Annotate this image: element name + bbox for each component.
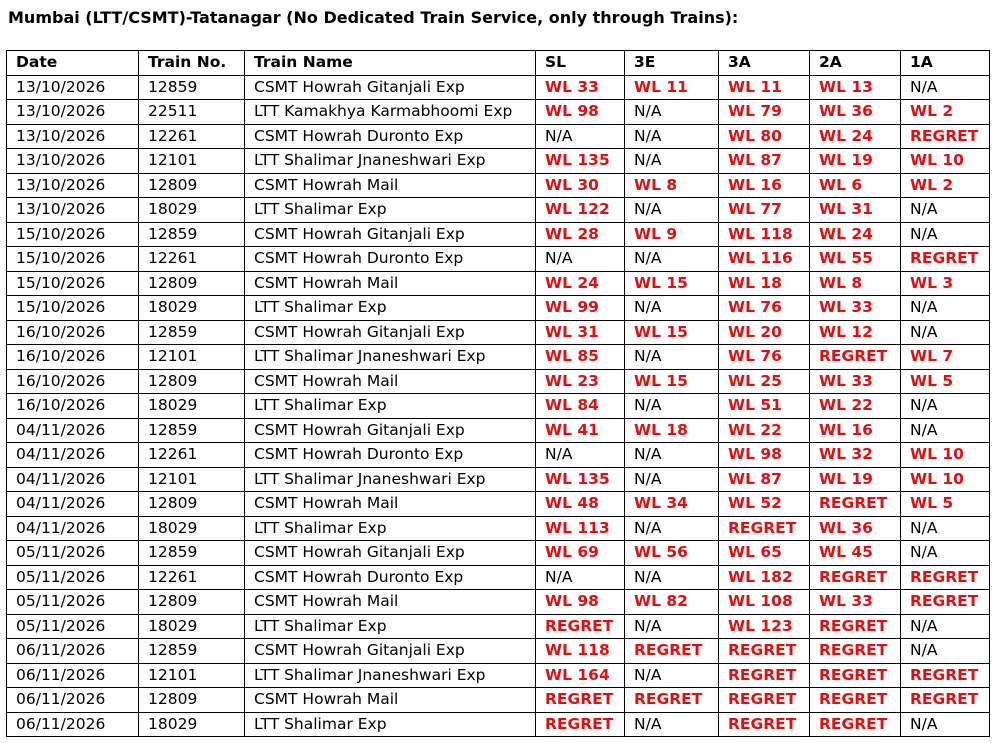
train-no-cell: 12261 <box>139 124 245 149</box>
train-name-cell: CSMT Howrah Mail <box>245 590 536 615</box>
3e-cell: REGRET <box>625 688 719 713</box>
page-title: Mumbai (LTT/CSMT)-Tatanagar (No Dedicated Train Service, only through Trains): <box>8 8 739 27</box>
1a-cell: WL 5 <box>901 369 990 394</box>
date-cell: 13/10/2026 <box>7 149 139 174</box>
1a-cell: REGRET <box>901 565 990 590</box>
date-cell: 05/11/2026 <box>7 565 139 590</box>
sl-cell: WL 118 <box>536 639 625 664</box>
1a-cell: N/A <box>901 394 990 419</box>
table-row <box>7 639 990 664</box>
sl-cell: WL 135 <box>536 467 625 492</box>
3e-cell: WL 56 <box>625 541 719 566</box>
train-no-cell: 12859 <box>139 222 245 247</box>
sl-cell: REGRET <box>536 688 625 713</box>
date-cell: 04/11/2026 <box>7 443 139 468</box>
1a-cell: WL 10 <box>901 443 990 468</box>
date-cell: 06/11/2026 <box>7 688 139 713</box>
train-no-cell: 12859 <box>139 541 245 566</box>
sl-cell: N/A <box>536 443 625 468</box>
column-header-train-no: Train No. <box>139 51 245 76</box>
3e-cell: N/A <box>625 443 719 468</box>
column-header-train-name: Train Name <box>245 51 536 76</box>
3a-cell: WL 87 <box>719 467 810 492</box>
table-row <box>7 173 990 198</box>
3a-cell: WL 76 <box>719 345 810 370</box>
3a-cell: WL 22 <box>719 418 810 443</box>
date-cell: 16/10/2026 <box>7 369 139 394</box>
2a-cell: WL 33 <box>810 590 901 615</box>
train-no-cell: 12101 <box>139 467 245 492</box>
availability-table <box>6 50 990 737</box>
3e-cell: WL 15 <box>625 320 719 345</box>
table-row <box>7 271 990 296</box>
sl-cell: WL 98 <box>536 100 625 125</box>
train-name-cell: CSMT Howrah Gitanjali Exp <box>245 75 536 100</box>
table-body <box>7 75 990 737</box>
1a-cell: N/A <box>901 639 990 664</box>
2a-cell: WL 8 <box>810 271 901 296</box>
3e-cell: N/A <box>625 296 719 321</box>
train-name-cell: CSMT Howrah Gitanjali Exp <box>245 418 536 443</box>
table-row <box>7 418 990 443</box>
train-name-cell: LTT Shalimar Jnaneshwari Exp <box>245 467 536 492</box>
table-row <box>7 320 990 345</box>
2a-cell: WL 55 <box>810 247 901 272</box>
table-row <box>7 369 990 394</box>
table-row <box>7 467 990 492</box>
2a-cell: WL 33 <box>810 369 901 394</box>
train-name-cell: CSMT Howrah Mail <box>245 492 536 517</box>
sl-cell: WL 85 <box>536 345 625 370</box>
2a-cell: REGRET <box>810 565 901 590</box>
date-cell: 04/11/2026 <box>7 418 139 443</box>
table-row <box>7 149 990 174</box>
3e-cell: N/A <box>625 712 719 737</box>
2a-cell: WL 6 <box>810 173 901 198</box>
table-row <box>7 492 990 517</box>
1a-cell: WL 10 <box>901 467 990 492</box>
train-name-cell: CSMT Howrah Mail <box>245 173 536 198</box>
table-row <box>7 443 990 468</box>
sl-cell: WL 98 <box>536 590 625 615</box>
3e-cell: N/A <box>625 565 719 590</box>
3a-cell: WL 123 <box>719 614 810 639</box>
train-no-cell: 18029 <box>139 296 245 321</box>
3e-cell: WL 8 <box>625 173 719 198</box>
table-row <box>7 394 990 419</box>
2a-cell: REGRET <box>810 614 901 639</box>
date-cell: 05/11/2026 <box>7 614 139 639</box>
train-no-cell: 12809 <box>139 590 245 615</box>
train-name-cell: CSMT Howrah Mail <box>245 271 536 296</box>
date-cell: 13/10/2026 <box>7 124 139 149</box>
1a-cell: N/A <box>901 320 990 345</box>
train-name-cell: CSMT Howrah Duronto Exp <box>245 565 536 590</box>
3a-cell: WL 52 <box>719 492 810 517</box>
column-header-3a: 3A <box>719 51 810 76</box>
train-name-cell: CSMT Howrah Duronto Exp <box>245 247 536 272</box>
date-cell: 16/10/2026 <box>7 320 139 345</box>
2a-cell: WL 31 <box>810 198 901 223</box>
table-row <box>7 100 990 125</box>
3a-cell: WL 79 <box>719 100 810 125</box>
sl-cell: WL 164 <box>536 663 625 688</box>
1a-cell: N/A <box>901 712 990 737</box>
train-no-cell: 12809 <box>139 173 245 198</box>
train-no-cell: 12859 <box>139 418 245 443</box>
train-name-cell: CSMT Howrah Gitanjali Exp <box>245 639 536 664</box>
train-no-cell: 12261 <box>139 565 245 590</box>
1a-cell: N/A <box>901 614 990 639</box>
1a-cell: N/A <box>901 296 990 321</box>
3a-cell: REGRET <box>719 516 810 541</box>
train-no-cell: 18029 <box>139 516 245 541</box>
1a-cell: REGRET <box>901 688 990 713</box>
3a-cell: REGRET <box>719 688 810 713</box>
date-cell: 16/10/2026 <box>7 345 139 370</box>
2a-cell: REGRET <box>810 712 901 737</box>
sl-cell: WL 113 <box>536 516 625 541</box>
3a-cell: WL 118 <box>719 222 810 247</box>
3e-cell: WL 82 <box>625 590 719 615</box>
train-name-cell: LTT Shalimar Jnaneshwari Exp <box>245 345 536 370</box>
train-no-cell: 12101 <box>139 345 245 370</box>
table-row <box>7 712 990 737</box>
3e-cell: WL 11 <box>625 75 719 100</box>
date-cell: 04/11/2026 <box>7 467 139 492</box>
train-name-cell: LTT Shalimar Exp <box>245 296 536 321</box>
train-no-cell: 18029 <box>139 712 245 737</box>
train-no-cell: 12261 <box>139 443 245 468</box>
date-cell: 15/10/2026 <box>7 296 139 321</box>
3e-cell: N/A <box>625 345 719 370</box>
table-row <box>7 75 990 100</box>
2a-cell: WL 19 <box>810 467 901 492</box>
3e-cell: N/A <box>625 247 719 272</box>
sl-cell: WL 24 <box>536 271 625 296</box>
3e-cell: WL 15 <box>625 271 719 296</box>
train-no-cell: 12261 <box>139 247 245 272</box>
date-cell: 05/11/2026 <box>7 590 139 615</box>
train-name-cell: LTT Kamakhya Karmabhoomi Exp <box>245 100 536 125</box>
3e-cell: N/A <box>625 467 719 492</box>
3a-cell: WL 16 <box>719 173 810 198</box>
sl-cell: WL 23 <box>536 369 625 394</box>
train-no-cell: 22511 <box>139 100 245 125</box>
column-header-2a: 2A <box>810 51 901 76</box>
sl-cell: REGRET <box>536 712 625 737</box>
table-row <box>7 222 990 247</box>
table-row <box>7 516 990 541</box>
3a-cell: WL 65 <box>719 541 810 566</box>
sl-cell: WL 41 <box>536 418 625 443</box>
date-cell: 15/10/2026 <box>7 222 139 247</box>
3e-cell: N/A <box>625 614 719 639</box>
table-row <box>7 345 990 370</box>
sl-cell: N/A <box>536 247 625 272</box>
column-header-date: Date <box>7 51 139 76</box>
3a-cell: WL 76 <box>719 296 810 321</box>
1a-cell: WL 7 <box>901 345 990 370</box>
table-row <box>7 565 990 590</box>
3a-cell: REGRET <box>719 663 810 688</box>
date-cell: 06/11/2026 <box>7 663 139 688</box>
sl-cell: WL 30 <box>536 173 625 198</box>
table-row <box>7 296 990 321</box>
train-name-cell: LTT Shalimar Jnaneshwari Exp <box>245 149 536 174</box>
date-cell: 15/10/2026 <box>7 247 139 272</box>
table-row <box>7 198 990 223</box>
3a-cell: WL 116 <box>719 247 810 272</box>
3e-cell: N/A <box>625 663 719 688</box>
2a-cell: WL 36 <box>810 516 901 541</box>
column-header-sl: SL <box>536 51 625 76</box>
column-header-1a: 1A <box>901 51 990 76</box>
sl-cell: WL 33 <box>536 75 625 100</box>
train-name-cell: LTT Shalimar Exp <box>245 198 536 223</box>
1a-cell: REGRET <box>901 247 990 272</box>
table-row <box>7 590 990 615</box>
2a-cell: WL 36 <box>810 100 901 125</box>
date-cell: 06/11/2026 <box>7 712 139 737</box>
2a-cell: WL 16 <box>810 418 901 443</box>
sl-cell: REGRET <box>536 614 625 639</box>
1a-cell: WL 3 <box>901 271 990 296</box>
3e-cell: N/A <box>625 516 719 541</box>
sl-cell: WL 69 <box>536 541 625 566</box>
3e-cell: N/A <box>625 149 719 174</box>
sl-cell: WL 28 <box>536 222 625 247</box>
3e-cell: WL 9 <box>625 222 719 247</box>
date-cell: 13/10/2026 <box>7 173 139 198</box>
train-no-cell: 12809 <box>139 369 245 394</box>
sl-cell: WL 84 <box>536 394 625 419</box>
date-cell: 04/11/2026 <box>7 492 139 517</box>
sl-cell: WL 99 <box>536 296 625 321</box>
train-name-cell: CSMT Howrah Duronto Exp <box>245 443 536 468</box>
2a-cell: REGRET <box>810 639 901 664</box>
3e-cell: WL 15 <box>625 369 719 394</box>
2a-cell: WL 24 <box>810 222 901 247</box>
1a-cell: N/A <box>901 541 990 566</box>
3a-cell: WL 98 <box>719 443 810 468</box>
3a-cell: WL 80 <box>719 124 810 149</box>
2a-cell: REGRET <box>810 663 901 688</box>
1a-cell: N/A <box>901 198 990 223</box>
train-no-cell: 18029 <box>139 394 245 419</box>
3e-cell: N/A <box>625 100 719 125</box>
3a-cell: WL 87 <box>719 149 810 174</box>
train-name-cell: LTT Shalimar Exp <box>245 516 536 541</box>
sl-cell: N/A <box>536 124 625 149</box>
3a-cell: WL 25 <box>719 369 810 394</box>
train-name-cell: LTT Shalimar Jnaneshwari Exp <box>245 663 536 688</box>
table-row <box>7 614 990 639</box>
1a-cell: REGRET <box>901 663 990 688</box>
1a-cell: N/A <box>901 516 990 541</box>
table-row <box>7 663 990 688</box>
3a-cell: WL 77 <box>719 198 810 223</box>
column-header-3e: 3E <box>625 51 719 76</box>
train-no-cell: 12859 <box>139 75 245 100</box>
3a-cell: WL 108 <box>719 590 810 615</box>
train-name-cell: CSMT Howrah Gitanjali Exp <box>245 541 536 566</box>
3e-cell: N/A <box>625 198 719 223</box>
3e-cell: N/A <box>625 394 719 419</box>
1a-cell: REGRET <box>901 590 990 615</box>
train-name-cell: CSMT Howrah Duronto Exp <box>245 124 536 149</box>
1a-cell: WL 2 <box>901 173 990 198</box>
train-no-cell: 12809 <box>139 688 245 713</box>
sl-cell: WL 135 <box>536 149 625 174</box>
sl-cell: WL 122 <box>536 198 625 223</box>
sl-cell: WL 48 <box>536 492 625 517</box>
train-no-cell: 18029 <box>139 614 245 639</box>
date-cell: 13/10/2026 <box>7 198 139 223</box>
2a-cell: WL 32 <box>810 443 901 468</box>
1a-cell: N/A <box>901 75 990 100</box>
date-cell: 13/10/2026 <box>7 100 139 125</box>
train-name-cell: LTT Shalimar Exp <box>245 394 536 419</box>
2a-cell: REGRET <box>810 492 901 517</box>
1a-cell: WL 10 <box>901 149 990 174</box>
3a-cell: WL 182 <box>719 565 810 590</box>
train-no-cell: 12809 <box>139 271 245 296</box>
1a-cell: N/A <box>901 222 990 247</box>
date-cell: 04/11/2026 <box>7 516 139 541</box>
3e-cell: WL 34 <box>625 492 719 517</box>
table-row <box>7 247 990 272</box>
table-row <box>7 541 990 566</box>
sl-cell: N/A <box>536 565 625 590</box>
train-name-cell: CSMT Howrah Mail <box>245 688 536 713</box>
3a-cell: REGRET <box>719 639 810 664</box>
3e-cell: REGRET <box>625 639 719 664</box>
train-no-cell: 12809 <box>139 492 245 517</box>
3a-cell: WL 51 <box>719 394 810 419</box>
train-no-cell: 12859 <box>139 320 245 345</box>
date-cell: 06/11/2026 <box>7 639 139 664</box>
2a-cell: WL 22 <box>810 394 901 419</box>
date-cell: 13/10/2026 <box>7 75 139 100</box>
2a-cell: WL 33 <box>810 296 901 321</box>
2a-cell: WL 45 <box>810 541 901 566</box>
2a-cell: WL 12 <box>810 320 901 345</box>
train-name-cell: CSMT Howrah Mail <box>245 369 536 394</box>
3e-cell: N/A <box>625 124 719 149</box>
2a-cell: REGRET <box>810 688 901 713</box>
date-cell: 15/10/2026 <box>7 271 139 296</box>
train-no-cell: 18029 <box>139 198 245 223</box>
train-name-cell: LTT Shalimar Exp <box>245 712 536 737</box>
3e-cell: WL 18 <box>625 418 719 443</box>
train-name-cell: CSMT Howrah Gitanjali Exp <box>245 320 536 345</box>
sl-cell: WL 31 <box>536 320 625 345</box>
1a-cell: N/A <box>901 418 990 443</box>
table-row <box>7 688 990 713</box>
date-cell: 16/10/2026 <box>7 394 139 419</box>
train-no-cell: 12101 <box>139 149 245 174</box>
train-no-cell: 12101 <box>139 663 245 688</box>
table-row <box>7 124 990 149</box>
date-cell: 05/11/2026 <box>7 541 139 566</box>
2a-cell: WL 24 <box>810 124 901 149</box>
1a-cell: WL 2 <box>901 100 990 125</box>
2a-cell: REGRET <box>810 345 901 370</box>
3a-cell: REGRET <box>719 712 810 737</box>
3a-cell: WL 11 <box>719 75 810 100</box>
train-no-cell: 12859 <box>139 639 245 664</box>
2a-cell: WL 19 <box>810 149 901 174</box>
3a-cell: WL 20 <box>719 320 810 345</box>
table-header-row <box>7 51 990 76</box>
1a-cell: WL 5 <box>901 492 990 517</box>
1a-cell: REGRET <box>901 124 990 149</box>
train-name-cell: CSMT Howrah Gitanjali Exp <box>245 222 536 247</box>
2a-cell: WL 13 <box>810 75 901 100</box>
train-name-cell: LTT Shalimar Exp <box>245 614 536 639</box>
3a-cell: WL 18 <box>719 271 810 296</box>
